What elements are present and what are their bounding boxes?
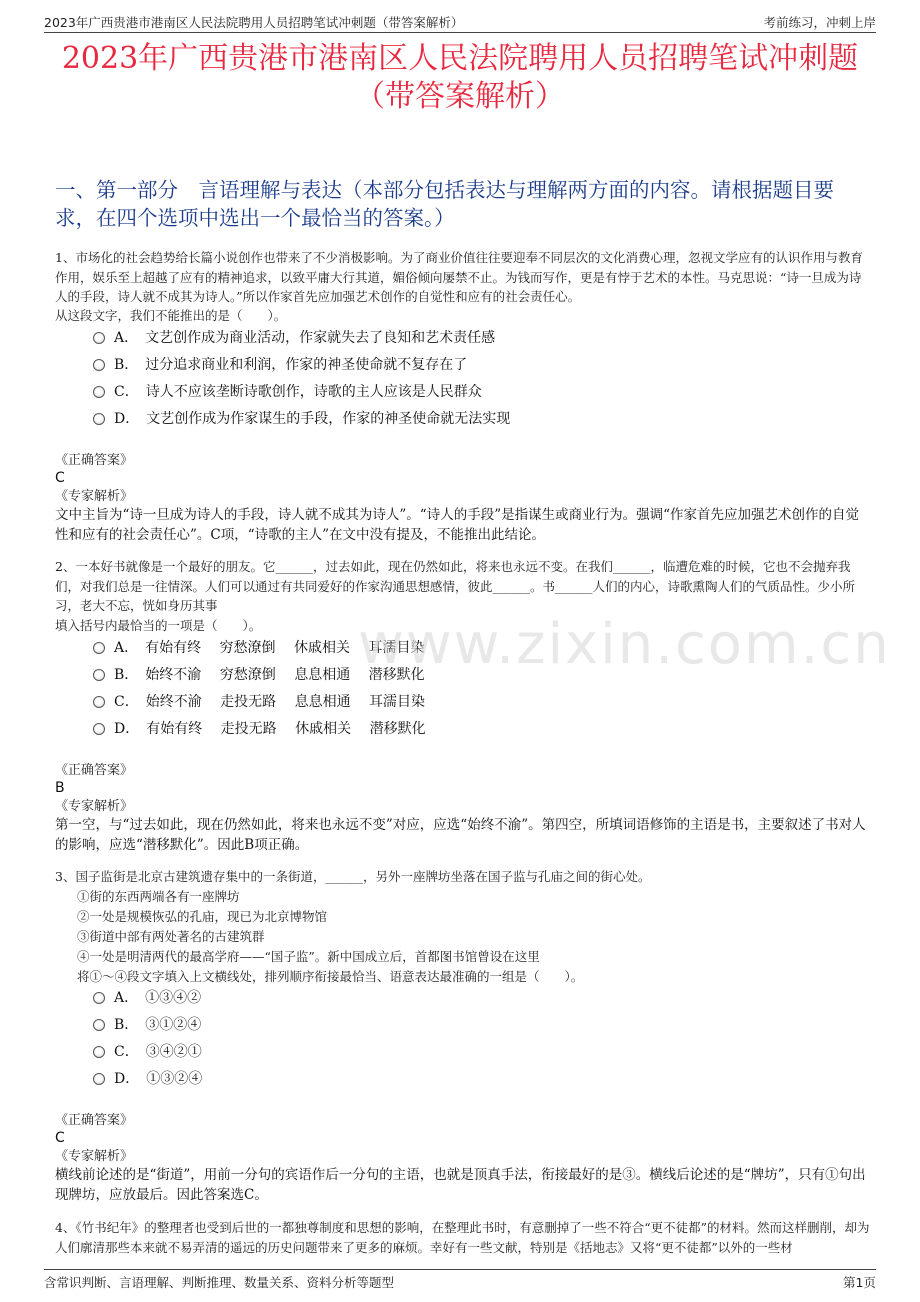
option-text: B． ③①②④	[114, 1017, 202, 1033]
radio-icon[interactable]	[93, 359, 105, 371]
radio-icon[interactable]	[93, 642, 105, 654]
question-3-analysis-label: 《专家解析》	[55, 1149, 134, 1164]
question-2-analysis-label: 《专家解析》	[55, 799, 134, 814]
question-3-answer-label: 《正确答案》	[55, 1113, 134, 1128]
radio-icon[interactable]	[93, 696, 105, 708]
radio-icon[interactable]	[93, 386, 105, 398]
question-3-stem: 3、国子监街是北京古建筑遗存集中的一条街道，______，另外一座牌坊坐落在国子监与孔庙之间的街心处。	[55, 869, 651, 884]
option-text: A． 有始有终 穷愁潦倒 休戚相关 耳濡目染	[114, 640, 425, 656]
question-2-analysis: 第一空，与“过去如此，现在仍然如此，将来也永远不变”对应，应选“始终不渝”。第四空，所填词语修饰的主语是书，主要叙述了书对人的影响，应选“潜移默化”。因此B项正确。	[55, 817, 866, 853]
question-2-answer-label: 《正确答案》	[55, 763, 134, 778]
page-number-value: 1	[855, 1275, 864, 1290]
question-1-prompt: 从这段文字，我们不能推出的是（ ）。	[55, 308, 287, 323]
title-line-2: （带答案解析）	[355, 79, 565, 114]
option-text: C． ③④②①	[114, 1044, 202, 1060]
option-text: A． ①③④②	[114, 990, 202, 1006]
page-number	[843, 1273, 876, 1291]
page-suffix: 页	[863, 1275, 876, 1290]
option-text: D． ①③②④	[114, 1071, 203, 1087]
radio-icon[interactable]	[93, 1073, 105, 1085]
option-text: A． 文艺创作成为商业活动，作家就失去了良知和艺术责任感	[114, 330, 496, 346]
question-3-prompt: 将①～④段文字填入上文横线处，排列顺序衔接最恰当、语意表达最准确的一组是（ ）。	[77, 969, 584, 984]
question-1-answer: C	[55, 470, 65, 486]
header-slogan: 考前练习，冲刺上岸	[763, 15, 876, 30]
option-text: C． 诗人不应该垄断诗歌创作，诗歌的主人应该是人民群众	[114, 384, 482, 400]
question-3-item-4: ④一处是明清两代的最高学府——“国子监”。新中国成立后，首都图书馆曾设在这里	[77, 949, 540, 964]
question-3-item-3: ③街道中部有两处著名的古建筑群	[77, 929, 265, 944]
question-3-answer: C	[55, 1130, 65, 1146]
radio-icon[interactable]	[93, 1046, 105, 1058]
title-line-1: 2023年广西贵港市港南区人民法院聘用人员招聘笔试冲刺题	[61, 41, 859, 76]
page-header	[44, 10, 876, 33]
section-heading: 一、第一部分 言语理解与表达（本部分包括表达与理解两方面的内容。请根据题目要求，在四个选项中选出一个最恰当的答案。）	[55, 178, 834, 230]
question-4-stem: 4、《竹书纪年》的整理者也受到后世的一都独尊制度和思想的影响，在整理此书时，有意删掉了一些不符合“更不徒都”的材料。然而这样删削，却为人们廓清那些本来就不易弄清的遥远的历史问题带来了更多的麻烦。幸好有一些文献，特别是《括地志》又将“更不徒都”以外的一些材	[55, 1220, 870, 1255]
question-2-stem: 2、一本好书就像是一个最好的朋友。它______，过去如此，现在仍然如此，将来也永远不变。在我们______，临遭危难的时候，它也不会抛弃我们，对我们总是一往情深。人们可以通过有共同爱好的作家沟通思想感情，彼此______。书______人们的内心，诗歌熏陶人们的气质品性。少小所习，老大不忘，恍如身历其事	[55, 559, 856, 613]
option-text: D． 有始有终 走投无路 休戚相关 潜移默化	[114, 721, 426, 737]
option-text: B． 过分追求商业和利润，作家的神圣使命就不复存在了	[114, 357, 468, 373]
watermark: www.zixin.com.cn	[358, 612, 891, 677]
question-1-answer-label: 《正确答案》	[55, 453, 134, 468]
question-2-prompt: 填入括号内最恰当的一项是（ ）。	[55, 618, 262, 633]
radio-icon[interactable]	[93, 332, 105, 344]
question-3-item-1: ①街的东西两端各有一座牌坊	[77, 889, 240, 904]
radio-icon[interactable]	[93, 992, 105, 1004]
radio-icon[interactable]	[93, 1019, 105, 1031]
header-doc-title: 2023年广西贵港市港南区人民法院聘用人员招聘笔试冲刺题（带答案解析）	[44, 15, 464, 30]
question-1-analysis: 文中主旨为“诗一旦成为诗人的手段，诗人就不成其为诗人”。“诗人的手段”是指谋生或商业行为。强调“作家首先应加强艺术创作的自觉性和应有的社会责任心”。C项，“诗歌的主人”在文中没有提及，不能推出此结论。	[55, 507, 860, 543]
option-text: C． 始终不渝 走投无路 息息相通 耳濡目染	[114, 694, 426, 710]
radio-icon[interactable]	[93, 413, 105, 425]
option-text: D． 文艺创作成为作家谋生的手段，作家的神圣使命就无法实现	[114, 411, 511, 427]
document-title	[40, 40, 880, 116]
question-2-answer: B	[55, 780, 65, 796]
page-prefix: 第	[843, 1275, 856, 1290]
radio-icon[interactable]	[93, 723, 105, 735]
radio-icon[interactable]	[93, 669, 105, 681]
footer-description: 含常识判断、言语理解、判断推理、数量关系、资料分析等题型	[44, 1275, 395, 1290]
question-3-analysis: 横线前论述的是“街道”，用前一分句的宾语作后一分句的主语，也就是顶真手法，衔接最好的是③。横线后论述的是“牌坊”，只有①句出现牌坊，应放最后。因此答案选C。	[55, 1167, 866, 1203]
option-text: B． 始终不渝 穷愁潦倒 息息相通 潜移默化	[114, 667, 425, 683]
question-1-stem: 1、市场化的社会趋势给长篇小说创作也带来了不少消极影响。为了商业价值往往要迎奉不同层次的文化消费心理，忽视文学应有的认识作用与教育作用，娱乐至上超越了应有的精神追求，以致平庸大行其道，媚俗倾向屡禁不止。为钱而写作，更是有悖于艺术的本性。马克思说：“诗一旦成为诗人的手段，诗人就不成其为诗人。”所以作家首先应加强艺术创作的自觉性和应有的社会责任心。	[55, 250, 863, 304]
question-1-analysis-label: 《专家解析》	[55, 489, 134, 504]
question-3-item-2: ②一处是规模恢弘的孔庙，现已为北京博物馆	[77, 909, 328, 924]
page-footer	[44, 1269, 876, 1292]
